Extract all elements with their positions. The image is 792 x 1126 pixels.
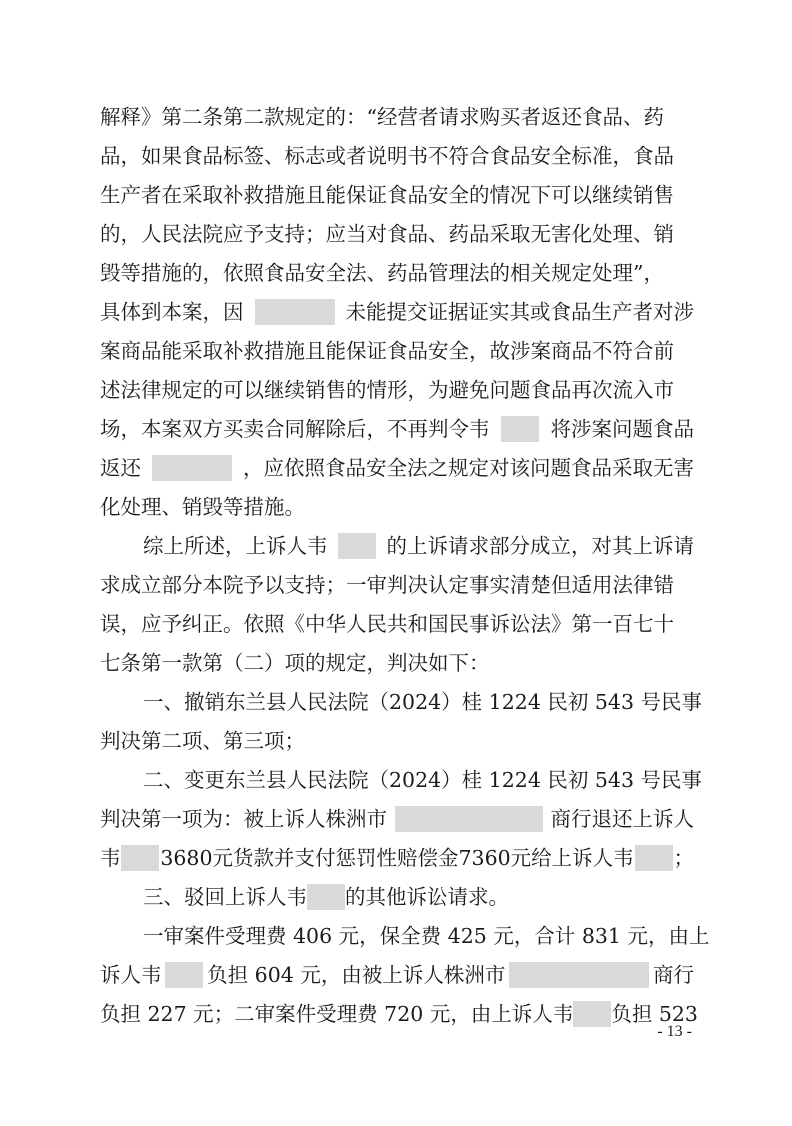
text-segment: ； [673,846,694,870]
text-line [100,448,694,488]
text-line [100,136,694,176]
text-segment: 具体到本案，因 [100,300,244,324]
text-segment: 生产者在采取补救措施且能保证食品安全的情况下可以继续销售 [100,183,674,207]
text-segment: 3680元货款并支付惩罚性赔偿金7360元给上诉人韦 [160,846,634,870]
text-segment: 毁等措施的，依照食品安全法、药品管理法的相关规定处理”， [100,261,664,285]
redaction-box [338,533,376,559]
text-line [100,643,694,683]
text-line [143,682,703,722]
text-line [143,760,703,800]
text-segment: 七条第一款第（二）项的规定，判决如下： [100,651,490,675]
text-segment: 误，应予纠正。依照《中华人民共和国民事诉讼法》第一百七十 [100,612,674,636]
redaction-box [573,1001,611,1027]
text-line [143,916,710,956]
text-line [100,292,694,332]
text-segment: 二、变更东兰县人民法院（2024）桂 1224 民初 543 号民事 [143,768,703,792]
text-segment: 将涉案问题食品 [550,417,694,441]
text-line [100,175,694,215]
text-segment: 返还 [100,456,141,480]
text-segment: 三、驳回上诉人韦 [143,885,307,909]
text-line [100,370,694,410]
text-segment: 负担 523 [611,1002,698,1026]
text-segment: 商行 [652,963,694,987]
text-segment: 未能提交证据证实其或食品生产者对涉 [345,300,694,324]
text-segment: 的其他诉讼请求。 [345,885,509,909]
text-line [100,253,694,293]
redaction-box [501,416,539,442]
text-segment: 的上诉请求部分成立，对其上诉请 [386,534,694,558]
page-number: - 13 - [657,1023,692,1040]
text-segment: 化处理、销毁等措施。 [100,495,305,519]
text-segment: 一审案件受理费 406 元，保全费 425 元，合计 831 元，由上 [143,924,710,948]
text-segment: 品，如果食品标签、标志或者说明书不符合食品安全标准，食品 [100,144,674,168]
text-segment: 综上所述，上诉人韦 [143,534,328,558]
text-line [100,565,694,605]
text-segment: 诉人韦 [100,963,162,987]
text-segment: 一、撤销东兰县人民法院（2024）桂 1224 民初 543 号民事 [143,690,703,714]
redaction-box [121,845,159,871]
text-segment: 负担 604 元，由被上诉人株洲市 [207,963,506,987]
text-line [100,214,694,254]
text-segment: ，应依照食品安全法之规定对该问题食品采取无害 [243,456,694,480]
text-segment: 负担 227 元；二审案件受理费 720 元，由上诉人韦 [100,1002,574,1026]
text-line [100,994,698,1034]
text-line [100,487,694,527]
text-segment: 案商品能采取补救措施且能保证食品安全，故涉案商品不符合前 [100,339,674,363]
text-line [143,877,694,917]
redaction-box [307,884,345,910]
text-line [100,838,694,878]
redaction-box [165,962,203,988]
text-segment: 判决第二项、第三项； [100,729,305,753]
text-line [100,604,694,644]
text-line [100,721,694,761]
text-line [100,331,694,371]
redaction-box [635,845,673,871]
text-segment: 场，本案双方买卖合同解除后，不再判令韦 [100,417,490,441]
text-segment: 解释》第二条第二款规定的：“经营者请求购买者返还食品、药 [100,105,664,129]
text-line [100,799,694,839]
redaction-box [152,455,232,481]
redaction-box [395,806,543,832]
redaction-box [255,299,335,325]
text-line [100,409,694,449]
text-segment: 判决第一项为：被上诉人株洲市 [100,807,387,831]
text-line [143,526,694,566]
text-segment: 求成立部分本院予以支持；一审判决认定事实清楚但适用法律错 [100,573,674,597]
text-line [100,955,694,995]
text-segment: 商行退还上诉人 [550,807,694,831]
text-segment: 韦 [100,846,121,870]
text-segment: 的，人民法院应予支持；应当对食品、药品采取无害化处理、销 [100,222,674,246]
text-segment: 述法律规定的可以继续销售的情形，为避免问题食品再次流入市 [100,378,674,402]
redaction-box [509,962,649,988]
text-line [100,97,694,137]
